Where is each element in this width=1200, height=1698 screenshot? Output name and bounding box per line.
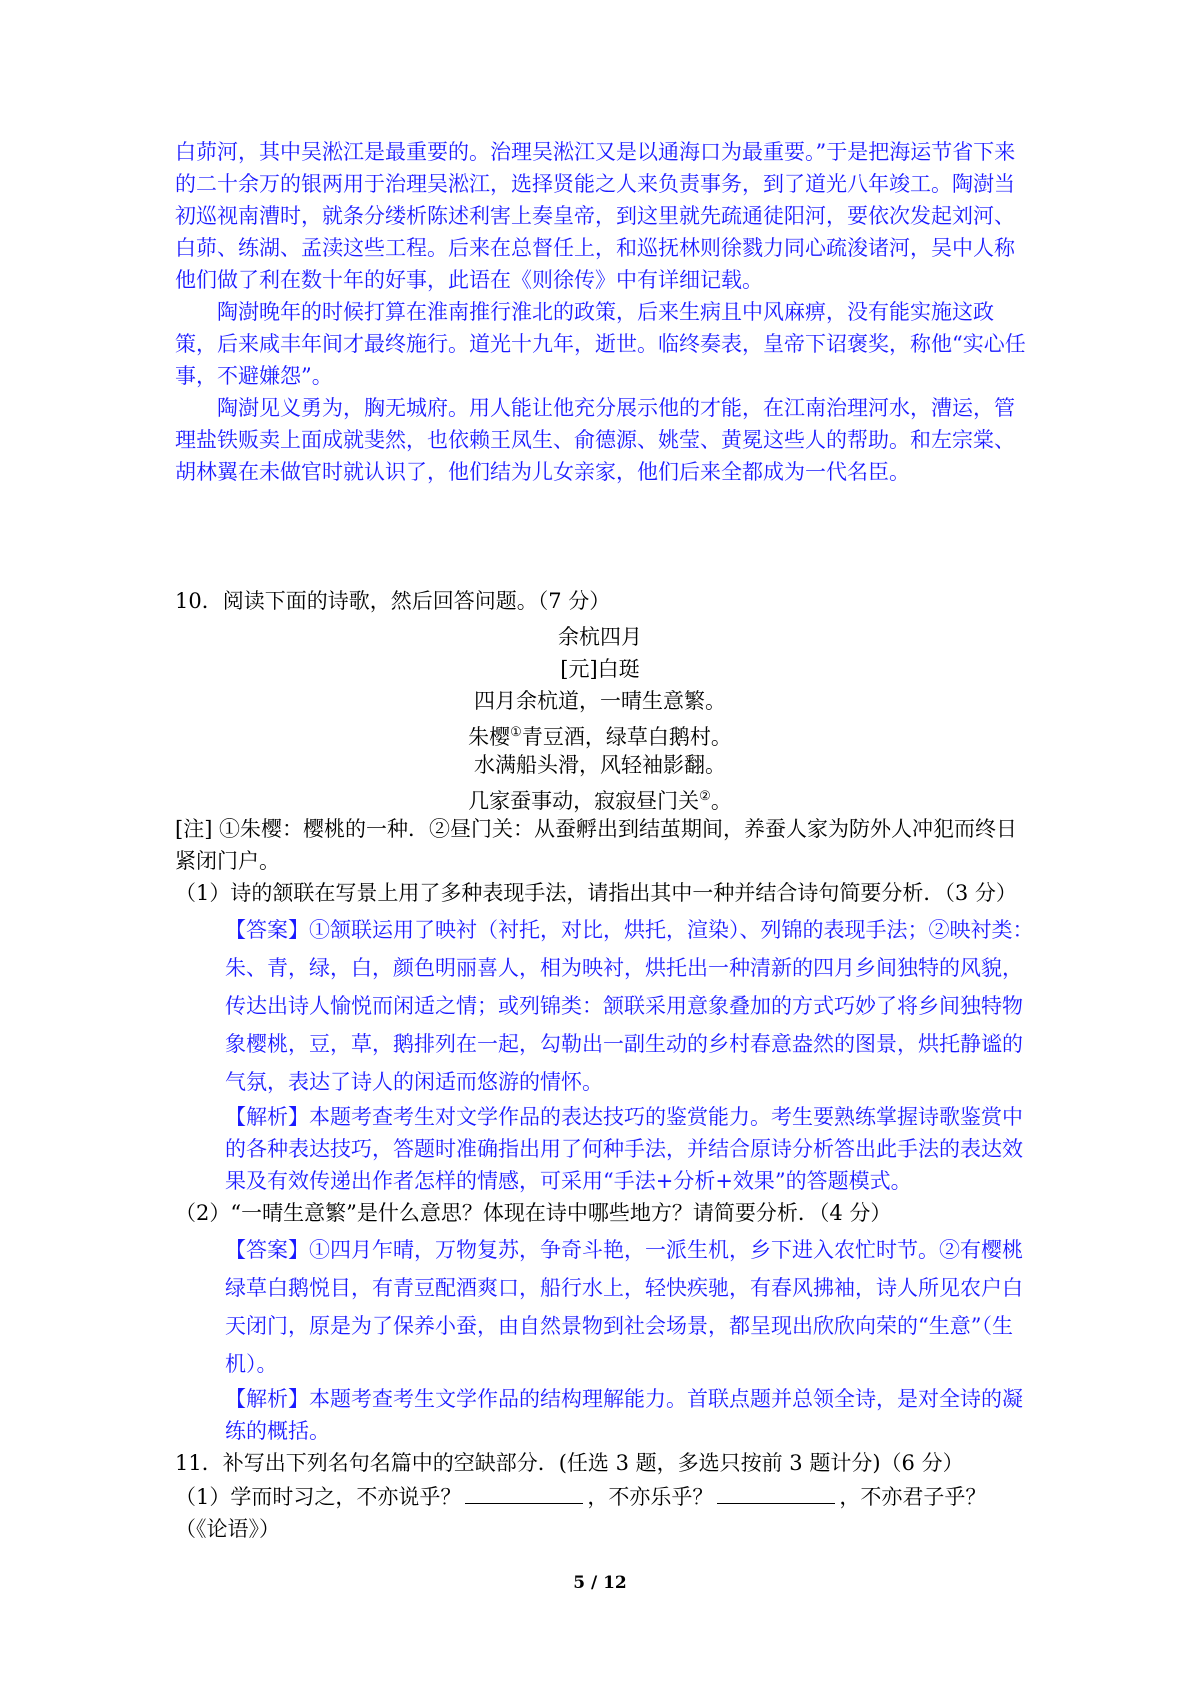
fill-blank-2[interactable]	[717, 1483, 835, 1504]
poem-line-1: 四月余杭道，一晴生意繁。	[474, 689, 726, 713]
question-10-heading: 10．阅读下面的诗歌，然后回答问题。（7 分）	[175, 589, 611, 613]
footnote-marker-2: ②	[699, 789, 711, 804]
passage-paragraph-1: 白茆河，其中吴淞江是最重要的。治理吴淞江又是以通海口为最重要。”于是把海运节省下来的二十余万的银两用于治理吴淞江，选择贤能之人来负责事务，到了道光八年竣工。陶澍当初巡视南漕时，就条分缕析陈述利害上奏皇帝，到这里就先疏通徒阳河，要依次发起刘河、白茆、练湖、孟渎这些工程。后来在总督任上，和巡抚林则徐戮力同心疏浚诸河，吴中人称他们做了利在数十年的好事，此语在《则徐传》中有详细记载。	[175, 140, 1016, 292]
poem-line-2: 朱樱①青豆酒，绿草白鹅村。	[468, 725, 732, 749]
poem-line-4: 几家蚕事动，寂寂昼门关②。	[468, 789, 732, 813]
question-11-item-1: （1）学而时习之，不亦说乎？ ，不亦乐乎？ ，不亦君子乎？	[175, 1485, 987, 1509]
fill-blank-1[interactable]	[465, 1483, 583, 1504]
question-10-1: （1）诗的颔联在写景上用了多种表现手法，请指出其中一种并结合诗句简要分析．（3 分）	[175, 881, 1017, 905]
passage-paragraph-2: 陶澍晚年的时候打算在淮南推行淮北的政策，后来生病且中风麻痹，没有能实施这政策，后来咸丰年间才最终施行。道光十九年，逝世。临终奏表，皇帝下诏褒奖，称他“实心任事，不避嫌怨”。	[175, 300, 1026, 388]
footnote-marker-1: ①	[510, 725, 522, 740]
passage-paragraph-3: 陶澍见义勇为，胸无城府。用人能让他充分展示他的才能，在江南治理河水，漕运，管理盐铁贩卖上面成就斐然，也依赖王凤生、俞德源、姚莹、黄冕这些人的帮助。和左宗棠、胡林翼在未做官时就认识了，他们结为儿女亲家，他们后来全都成为一代名臣。	[175, 396, 1015, 484]
analysis-10-1: 【解析】本题考查考生对文学作品的表达技巧的鉴赏能力。考生要熟练掌握诗歌鉴赏中的各种表达技巧，答题时准确指出用了何种手法，并结合原诗分析答出此手法的表达效果及有效传递出作者怎样的情感，可采用“手法+分析+效果”的答题模式。	[225, 1105, 1023, 1193]
question-11-item-1-source: （《论语》）	[175, 1517, 280, 1541]
analysis-10-2: 【解析】本题考查考生文学作品的结构理解能力。首联点题并总领全诗，是对全诗的凝练的概括。	[225, 1387, 1023, 1443]
page-number: 5 / 12	[573, 1573, 627, 1593]
poem-author: [元]白珽	[560, 657, 640, 681]
answer-10-1: 【答案】①颔联运用了映衬（衬托，对比，烘托，渲染）、列锦的表现手法；②映衬类：朱、青，绿，白，颜色明丽喜人，相为映衬，烘托出一种清新的四月乡间独特的风貌，传达出诗人愉悦而闲适之情；或列锦类：颔联采用意象叠加的方式巧妙了将乡间独特物象樱桃，豆，草，鹅排列在一起，勾勒出一副生动的乡村春意盎然的图景，烘托静谧的气氛，表达了诗人的闲适而悠游的情怀。	[225, 918, 1034, 1094]
poem-line-3: 水满船头滑，风轻袖影翻。	[474, 753, 726, 777]
poem-note: [注] ①朱樱：樱桃的一种．②昼门关：从蚕孵出到结茧期间，养蚕人家为防外人冲犯而终日紧闭门户。	[175, 817, 1018, 873]
question-11-heading: 11．补写出下列名句名篇中的空缺部分．(任选 3 题，多选只按前 3 题计分)（6 分）	[175, 1451, 964, 1475]
question-10-2: （2）“一晴生意繁”是什么意思？体现在诗中哪些地方？请简要分析．（4 分）	[175, 1201, 892, 1225]
poem-title: 余杭四月	[558, 625, 642, 649]
answer-10-2: 【答案】①四月乍晴，万物复苏，争奇斗艳，一派生机，乡下进入农忙时节。②有樱桃绿草白鹅悦目，有青豆配酒爽口，船行水上，轻快疾驰，有春风拂袖，诗人所见农户白天闭门，原是为了保养小蚕，由自然景物到社会场景，都呈现出欣欣向荣的“生意”（生机）。	[225, 1238, 1023, 1376]
